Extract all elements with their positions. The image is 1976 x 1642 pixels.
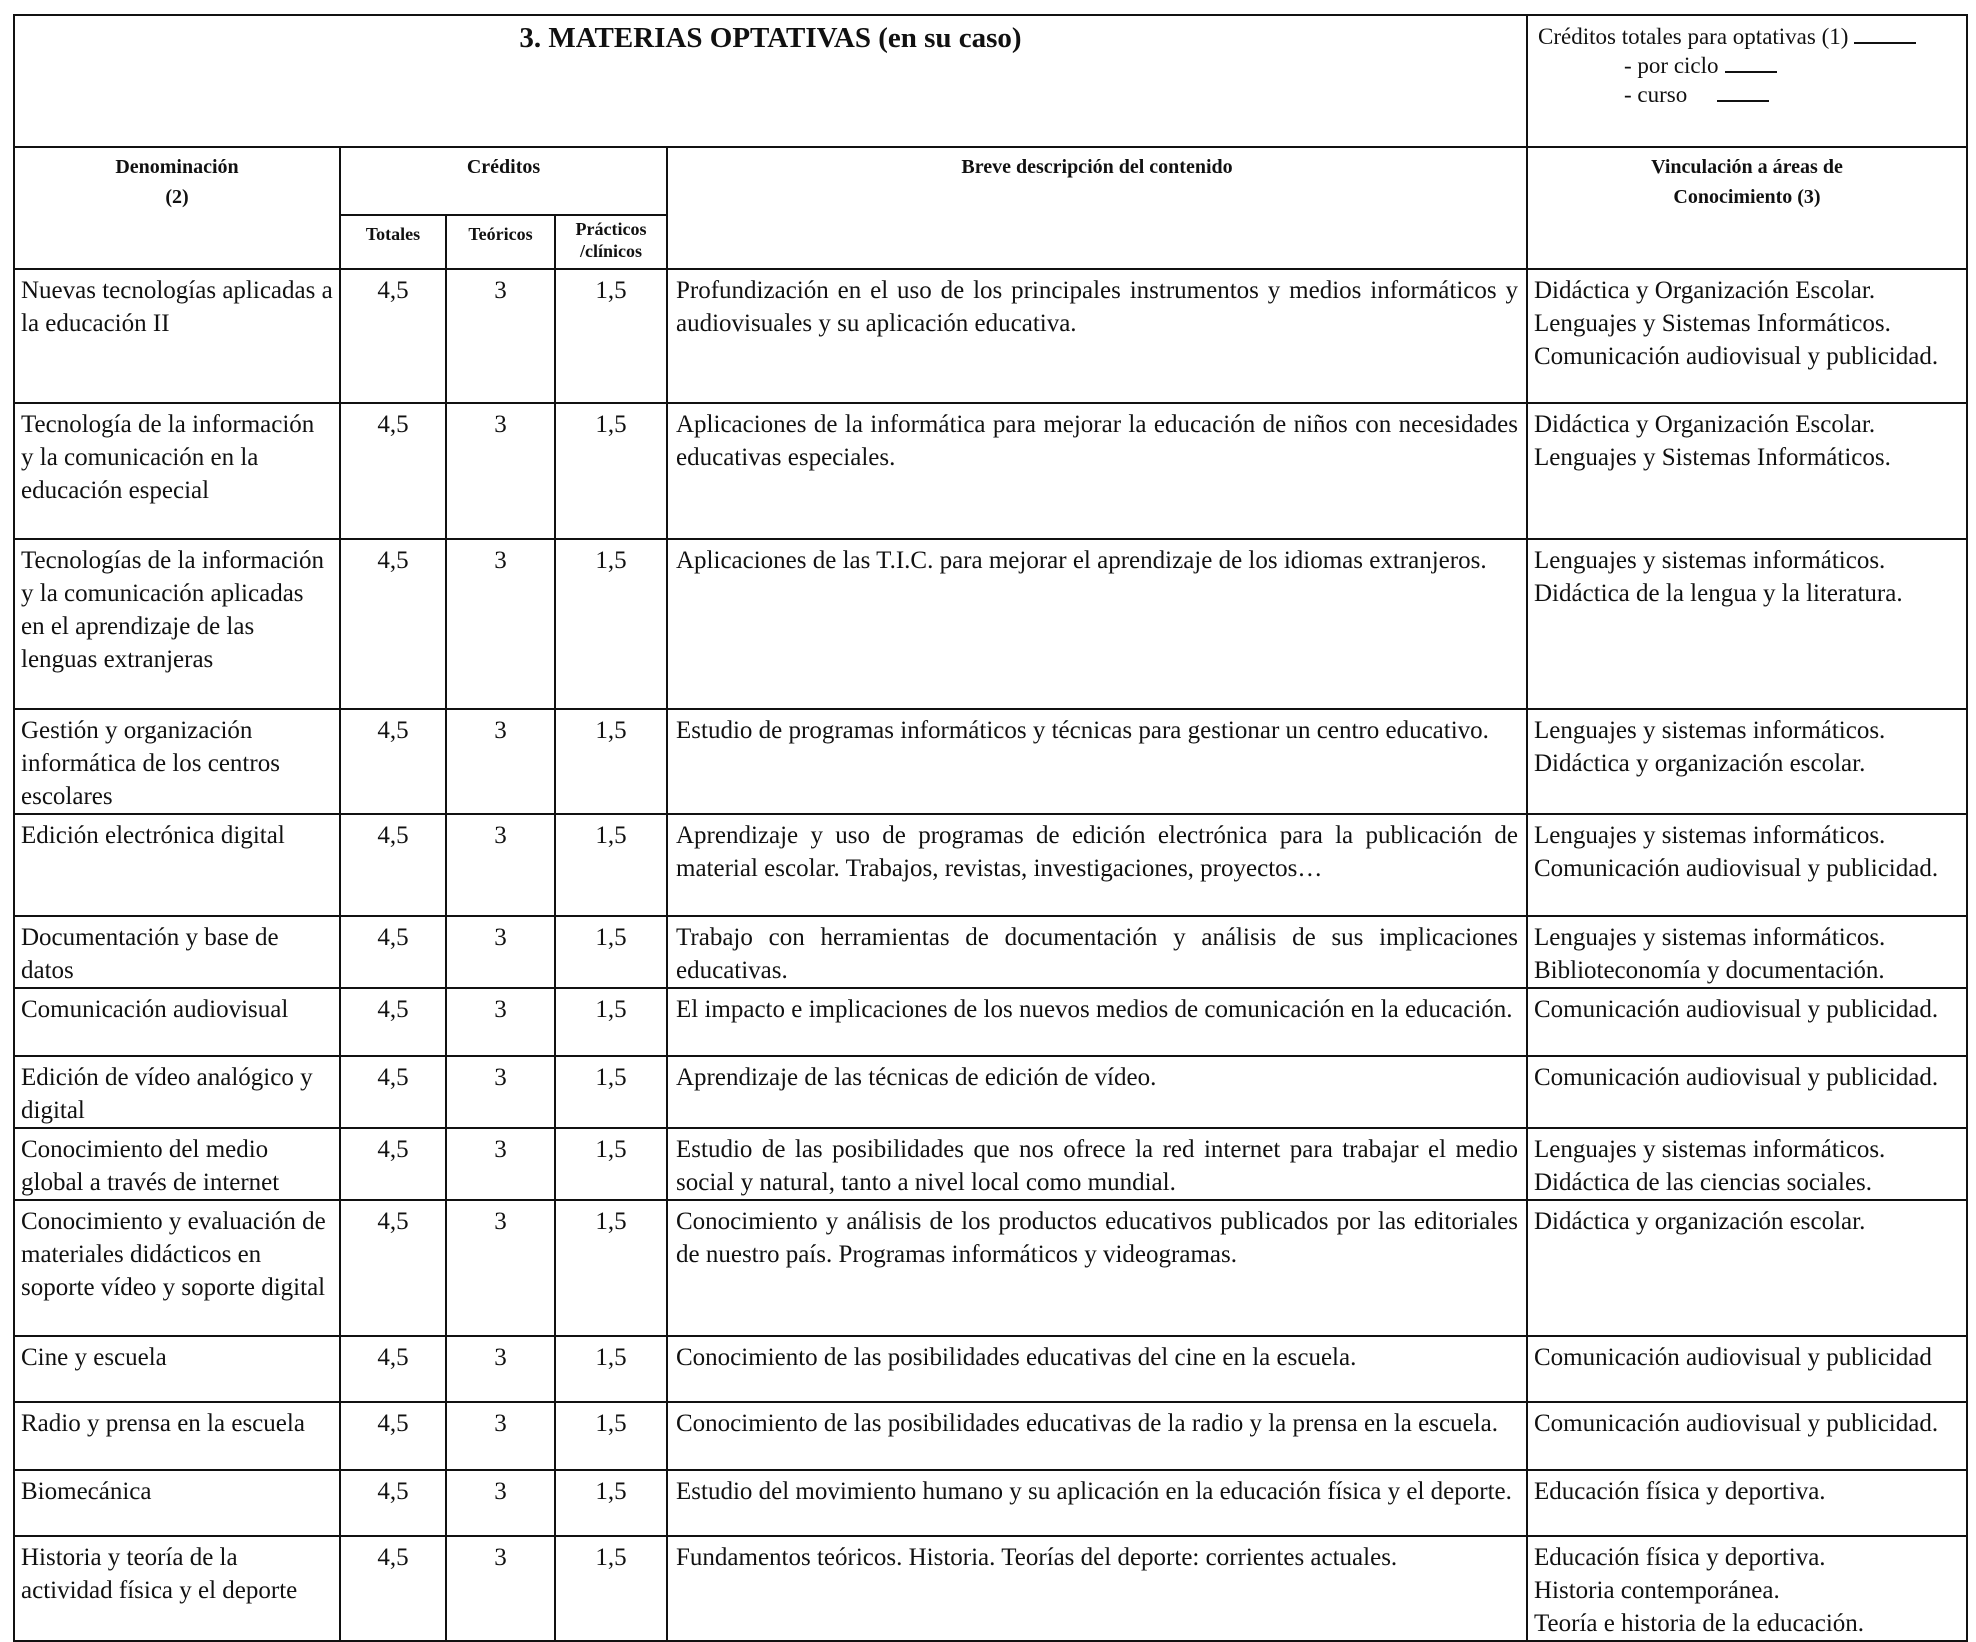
knowledge-area: Lenguajes y Sistemas Informáticos.: [1534, 444, 1891, 471]
knowledge-areas: [1527, 709, 1967, 814]
credits-totales: 4,5: [340, 814, 446, 916]
credits-practicos: 1,5: [555, 1470, 667, 1536]
credits-practicos: 1,5: [555, 1200, 667, 1336]
credits-practicos: 1,5: [555, 1536, 667, 1641]
knowledge-areas: [1527, 1056, 1967, 1128]
col-vinculacion-label: Vinculación a áreas de: [1651, 156, 1843, 178]
section-title: 3. MATERIAS OPTATIVAS (en su caso): [14, 15, 1527, 147]
per-cycle-label: - por ciclo: [1624, 53, 1719, 78]
credits-totales: 4,5: [340, 1402, 446, 1470]
knowledge-area: Lenguajes y sistemas informáticos.: [1534, 924, 1886, 951]
credits-practicos: 1,5: [555, 269, 667, 403]
knowledge-areas: [1527, 539, 1967, 709]
credits-total-blank: [1854, 40, 1916, 44]
credits-totales: 4,5: [340, 539, 446, 709]
table-row: [14, 988, 1967, 1056]
credits-teoricos: 3: [446, 539, 555, 709]
credits-summary: [1527, 15, 1967, 147]
knowledge-area: Didáctica y Organización Escolar.: [1534, 277, 1876, 304]
course-description: Fundamentos teóricos. Historia. Teorías del deporte: corrientes actuales.: [667, 1536, 1527, 1641]
course-description: Trabajo con herramientas de documentación y análisis de sus implicaciones educativas.: [667, 916, 1527, 988]
course-description: Profundización en el uso de los principales instrumentos y medios informáticos y audiovisuales y su aplicación educativa.: [667, 269, 1527, 403]
course-description: Conocimiento de las posibilidades educativas del cine en la escuela.: [667, 1336, 1527, 1402]
knowledge-area: Lenguajes y sistemas informáticos.: [1534, 547, 1886, 574]
col-teoricos: Teóricos: [446, 215, 555, 269]
credits-teoricos: 3: [446, 1536, 555, 1641]
knowledge-area: Educación física y deportiva.: [1534, 1478, 1826, 1505]
knowledge-area: Comunicación audiovisual y publicidad.: [1534, 855, 1939, 882]
knowledge-area: Historia contemporánea.: [1534, 1577, 1780, 1604]
knowledge-area: Didáctica y organización escolar.: [1534, 750, 1866, 777]
knowledge-areas: [1527, 1536, 1967, 1641]
knowledge-areas: [1527, 1402, 1967, 1470]
course-name: Biomecánica: [14, 1470, 340, 1536]
col-descripcion: Breve descripción del contenido: [667, 147, 1527, 269]
course-description: Estudio del movimiento humano y su aplicación en la educación física y el deporte.: [667, 1470, 1527, 1536]
course-description: El impacto e implicaciones de los nuevos medios de comunicación en la educación.: [667, 988, 1527, 1056]
credits-practicos: 1,5: [555, 988, 667, 1056]
credits-teoricos: 3: [446, 1200, 555, 1336]
credits-totales: 4,5: [340, 403, 446, 539]
course-name: Documentación y base de datos: [14, 916, 340, 988]
course-name: Tecnologías de la información y la comunicación aplicadas en el aprendizaje de las lenguas extranjeras: [14, 539, 340, 709]
credits-totales: 4,5: [340, 1200, 446, 1336]
course-description: Aplicaciones de la informática para mejorar la educación de niños con necesidades educativas especiales.: [667, 403, 1527, 539]
credits-totales: 4,5: [340, 1336, 446, 1402]
credits-teoricos: 3: [446, 1336, 555, 1402]
col-practicos: [555, 215, 667, 269]
credits-teoricos: 3: [446, 1402, 555, 1470]
credits-practicos: 1,5: [555, 539, 667, 709]
credits-teoricos: 3: [446, 1470, 555, 1536]
credits-teoricos: 3: [446, 269, 555, 403]
knowledge-areas: [1527, 1470, 1967, 1536]
knowledge-area: Educación física y deportiva.: [1534, 1544, 1826, 1571]
credits-teoricos: 3: [446, 916, 555, 988]
credits-practicos: 1,5: [555, 1336, 667, 1402]
col-clinicos-label: /clínicos: [580, 241, 642, 261]
credits-totales: 4,5: [340, 1470, 446, 1536]
course-description: Aprendizaje de las técnicas de edición de vídeo.: [667, 1056, 1527, 1128]
knowledge-area: Lenguajes y Sistemas Informáticos.: [1534, 310, 1891, 337]
knowledge-area: Comunicación audiovisual y publicidad.: [1534, 1410, 1939, 1437]
credits-teoricos: 3: [446, 403, 555, 539]
knowledge-area: Comunicación audiovisual y publicidad.: [1534, 996, 1939, 1023]
credits-teoricos: 3: [446, 1128, 555, 1200]
table-row: [14, 1200, 1967, 1336]
knowledge-area: Biblioteconomía y documentación.: [1534, 957, 1885, 984]
knowledge-area: Comunicación audiovisual y publicidad: [1534, 1344, 1932, 1371]
col-creditos: Créditos: [340, 147, 667, 215]
course-name: Conocimiento del medio global a través de internet: [14, 1128, 340, 1200]
knowledge-area: Teoría e historia de la educación.: [1534, 1610, 1865, 1637]
table-row: [14, 1470, 1967, 1536]
table-row: [14, 539, 1967, 709]
knowledge-areas: [1527, 916, 1967, 988]
credits-practicos: 1,5: [555, 1128, 667, 1200]
course-name: Historia y teoría de la actividad física y el deporte: [14, 1536, 340, 1641]
optativas-table: [13, 14, 1968, 1642]
col-denominacion-note: (2): [165, 186, 189, 208]
credits-totales: 4,5: [340, 1128, 446, 1200]
table-row: [14, 269, 1967, 403]
materias-optativas-sheet: [13, 14, 1968, 1642]
course-description: Aplicaciones de las T.I.C. para mejorar el aprendizaje de los idiomas extranjeros.: [667, 539, 1527, 709]
table-row: [14, 403, 1967, 539]
credits-totales: 4,5: [340, 269, 446, 403]
course-name: Cine y escuela: [14, 1336, 340, 1402]
knowledge-area: Lenguajes y sistemas informáticos.: [1534, 717, 1886, 744]
course-description: Conocimiento de las posibilidades educativas de la radio y la prensa en la escuela.: [667, 1402, 1527, 1470]
col-practicos-label: Prácticos: [575, 219, 647, 239]
credits-practicos: 1,5: [555, 403, 667, 539]
knowledge-area: Comunicación audiovisual y publicidad.: [1534, 1064, 1939, 1091]
course-name: Tecnología de la información y la comunicación en la educación especial: [14, 403, 340, 539]
credits-teoricos: 3: [446, 709, 555, 814]
course-label: - curso: [1624, 82, 1688, 107]
course-description: Conocimiento y análisis de los productos educativos publicados por las editoriales de nuestro país. Programas informáticos y videogramas.: [667, 1200, 1527, 1336]
knowledge-areas: [1527, 988, 1967, 1056]
course-name: Comunicación audiovisual: [14, 988, 340, 1056]
credits-practicos: 1,5: [555, 709, 667, 814]
table-row: [14, 1402, 1967, 1470]
course-blank: [1717, 98, 1769, 102]
per-cycle-blank: [1725, 69, 1777, 73]
credits-practicos: 1,5: [555, 916, 667, 988]
course-name: Conocimiento y evaluación de materiales didácticos en soporte vídeo y soporte digital: [14, 1200, 340, 1336]
course-name: Radio y prensa en la escuela: [14, 1402, 340, 1470]
course-name: Edición electrónica digital: [14, 814, 340, 916]
table-row: [14, 814, 1967, 916]
knowledge-area: Lenguajes y sistemas informáticos.: [1534, 1136, 1886, 1163]
knowledge-areas: [1527, 269, 1967, 403]
table-row: [14, 709, 1967, 814]
course-name: Edición de vídeo analógico y digital: [14, 1056, 340, 1128]
col-totales: Totales: [340, 215, 446, 269]
col-conocimiento-label: Conocimiento (3): [1673, 186, 1821, 208]
knowledge-areas: [1527, 1336, 1967, 1402]
knowledge-areas: [1527, 814, 1967, 916]
knowledge-areas: [1527, 403, 1967, 539]
credits-totales: 4,5: [340, 916, 446, 988]
knowledge-area: Didáctica de la lengua y la literatura.: [1534, 580, 1903, 607]
knowledge-areas: [1527, 1200, 1967, 1336]
course-name: Nuevas tecnologías aplicadas a la educación II: [14, 269, 340, 403]
credits-practicos: 1,5: [555, 1402, 667, 1470]
knowledge-area: Didáctica de las ciencias sociales.: [1534, 1169, 1873, 1196]
course-name: Gestión y organización informática de los centros escolares: [14, 709, 340, 814]
knowledge-area: Didáctica y organización escolar.: [1534, 1208, 1866, 1235]
knowledge-area: Comunicación audiovisual y publicidad.: [1534, 343, 1939, 370]
col-denominacion-label: Denominación: [115, 156, 239, 178]
credits-practicos: 1,5: [555, 1056, 667, 1128]
credits-totales: 4,5: [340, 1056, 446, 1128]
table-row: [14, 1336, 1967, 1402]
credits-totales: 4,5: [340, 709, 446, 814]
col-vinculacion: [1527, 147, 1967, 269]
credits-practicos: 1,5: [555, 814, 667, 916]
table-row: [14, 1536, 1967, 1641]
credits-teoricos: 3: [446, 988, 555, 1056]
knowledge-area: Didáctica y Organización Escolar.: [1534, 411, 1876, 438]
course-description: Estudio de programas informáticos y técnicas para gestionar un centro educativo.: [667, 709, 1527, 814]
credits-total-label: Créditos totales para optativas (1): [1538, 24, 1849, 49]
col-denominacion: [14, 147, 340, 269]
course-description: Aprendizaje y uso de programas de edición electrónica para la publicación de material escolar. Trabajos, revistas, investigaciones, proyectos…: [667, 814, 1527, 916]
table-row: [14, 1128, 1967, 1200]
credits-teoricos: 3: [446, 814, 555, 916]
course-description: Estudio de las posibilidades que nos ofrece la red internet para trabajar el medio social y natural, tanto a nivel local como mundial.: [667, 1128, 1527, 1200]
knowledge-area: Lenguajes y sistemas informáticos.: [1534, 822, 1886, 849]
knowledge-areas: [1527, 1128, 1967, 1200]
credits-totales: 4,5: [340, 988, 446, 1056]
credits-totales: 4,5: [340, 1536, 446, 1641]
credits-teoricos: 3: [446, 1056, 555, 1128]
table-row: [14, 1056, 1967, 1128]
table-row: [14, 916, 1967, 988]
